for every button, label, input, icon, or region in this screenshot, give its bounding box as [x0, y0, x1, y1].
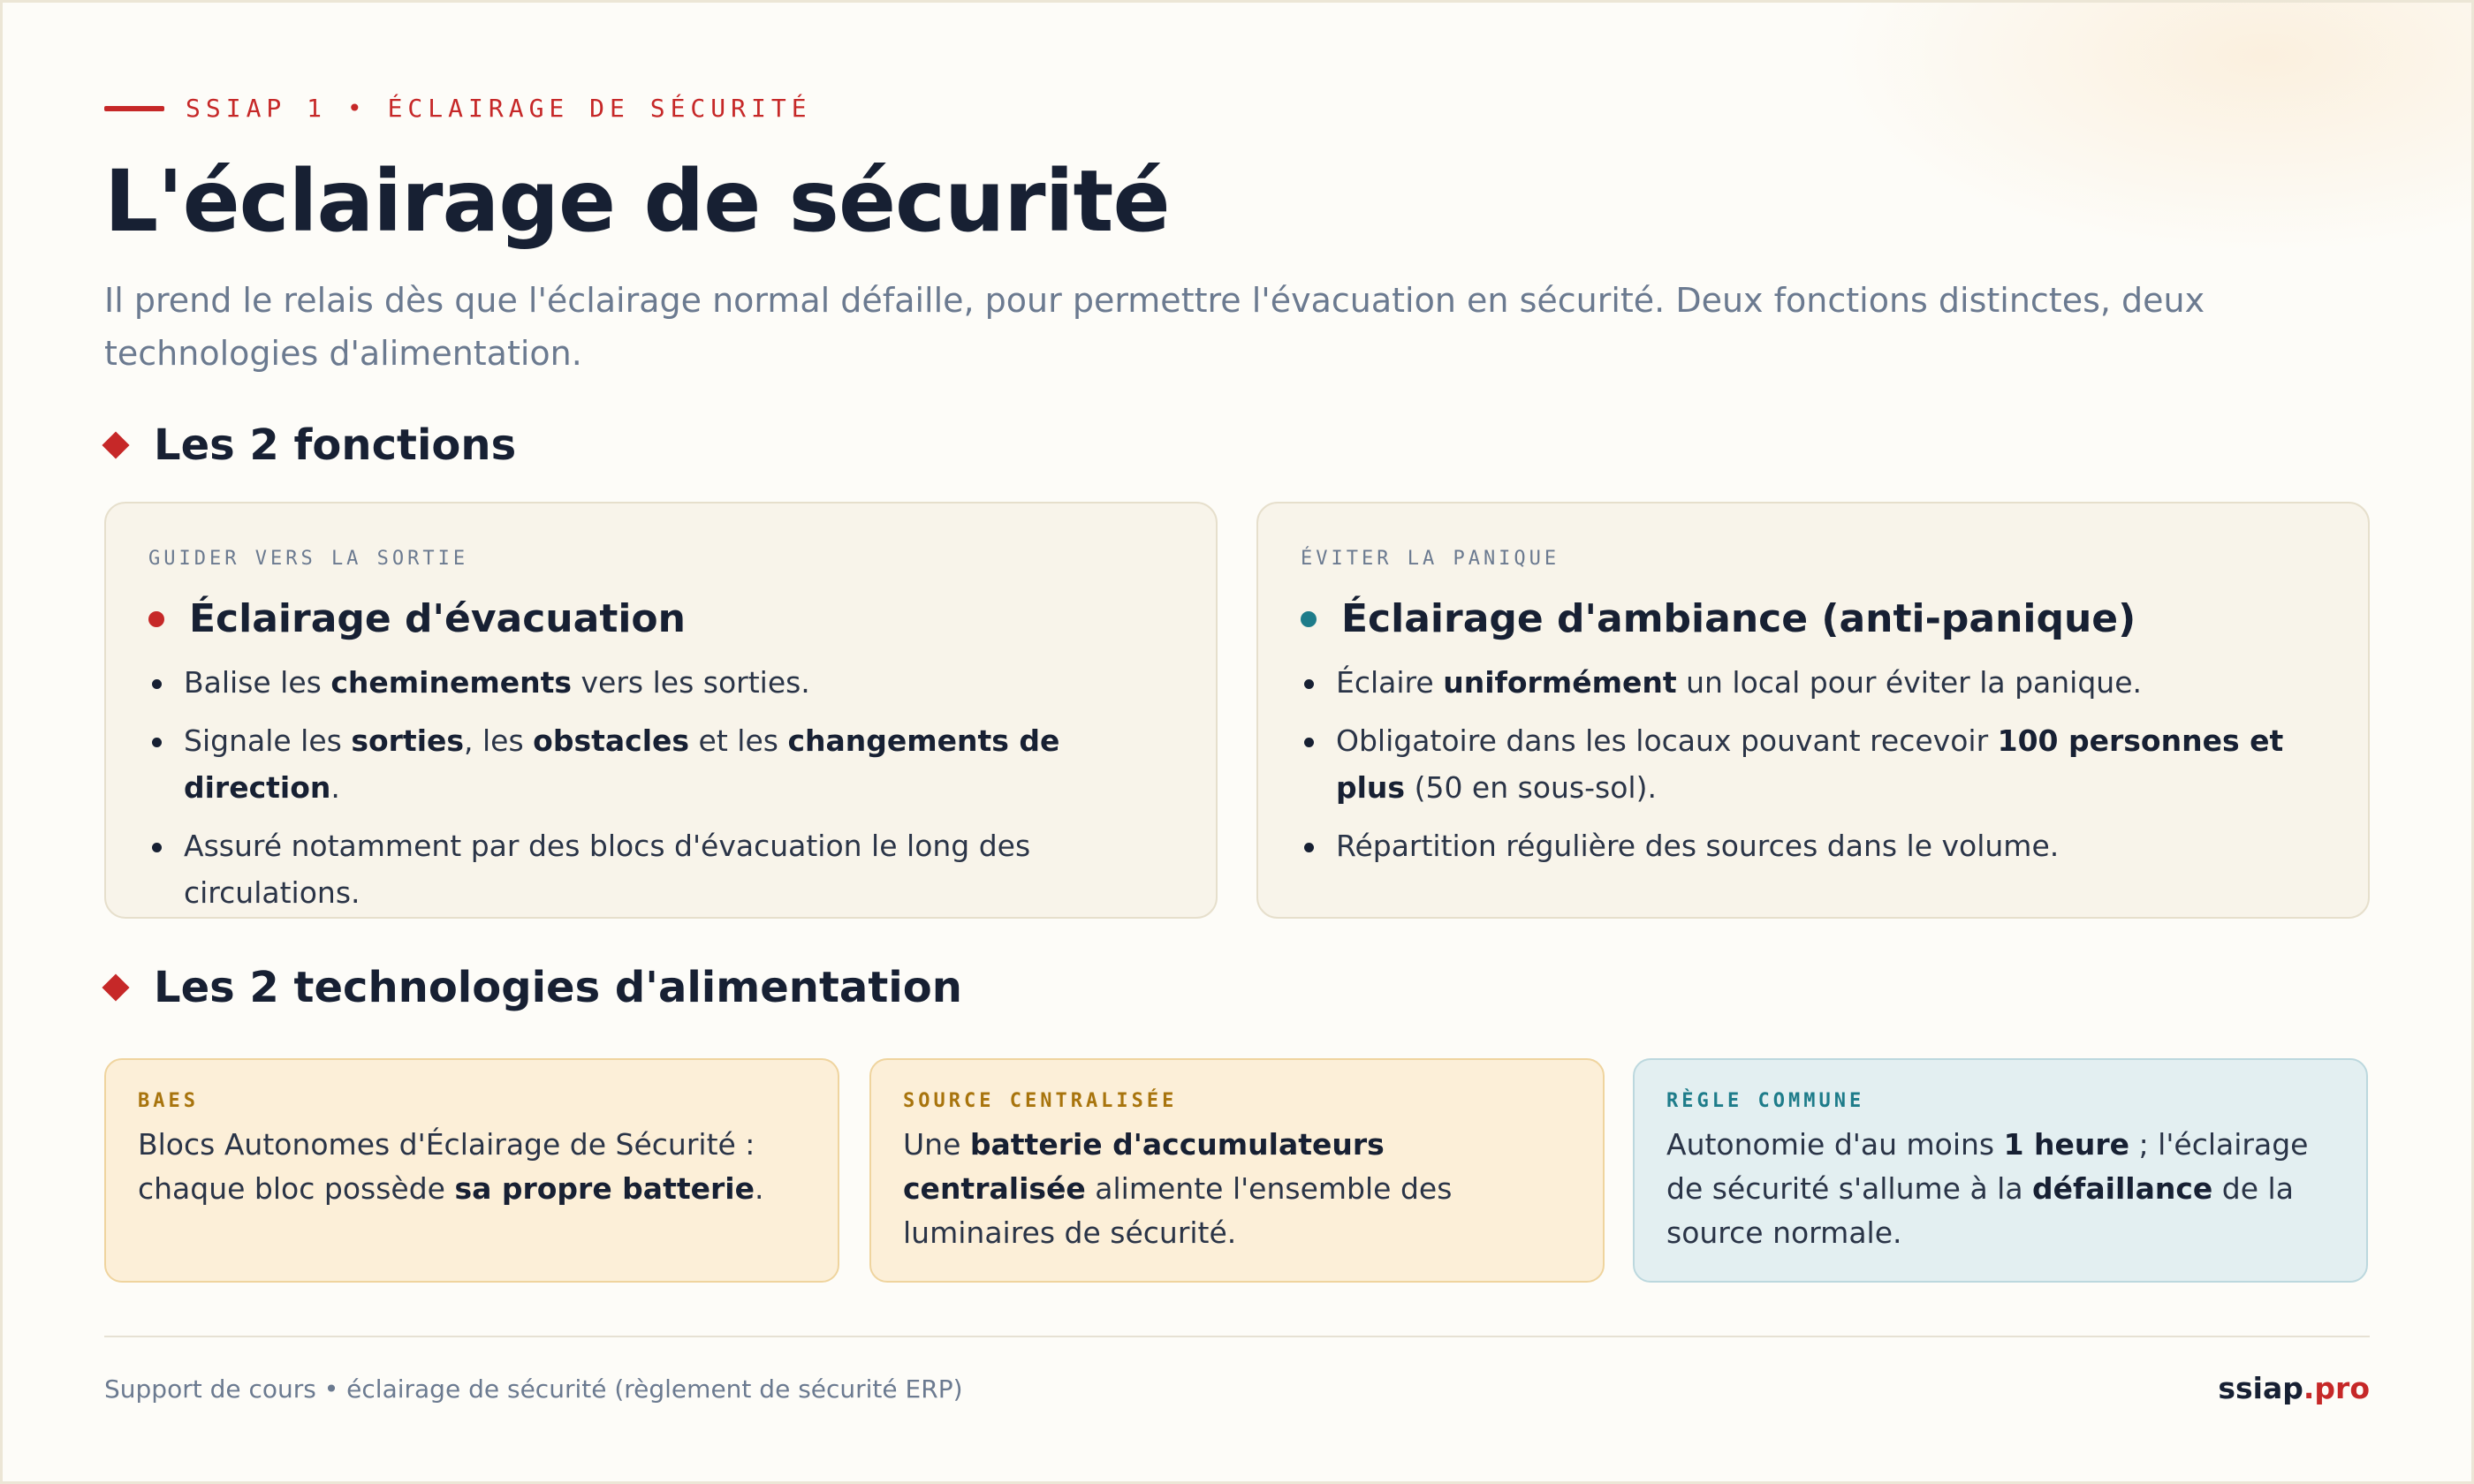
tech-card-centralized-source [869, 1058, 1605, 1283]
kicker [104, 94, 812, 123]
bullet-item [1301, 717, 2327, 811]
bold-text: 1 heure [2003, 1127, 2130, 1162]
diamond-bullet-icon [102, 973, 129, 1001]
bullet-item [148, 717, 1175, 811]
brand-extension: .pro [2303, 1371, 2370, 1405]
footer-brand [2218, 1371, 2370, 1405]
card-text [138, 1123, 806, 1211]
text-run: ; l'éclairage de sécurité s'allume à la [1666, 1127, 2309, 1206]
text-run: . [330, 770, 340, 805]
card-heading-text: Éclairage d'ambiance (anti-panique) [1341, 596, 2136, 641]
teal-dot-icon [1301, 611, 1317, 627]
text-run: Autonomie d'au moins [1666, 1127, 2004, 1162]
text-run: Balise les [184, 665, 331, 700]
card-label: SOURCE CENTRALISÉE [903, 1090, 1178, 1112]
page-title: L'éclairage de sécurité [104, 152, 1170, 251]
text-run: alimente l'ensemble des luminaires de sécurité. [903, 1171, 1453, 1250]
text-run: et les [689, 723, 788, 758]
card-label: RÈGLE COMMUNE [1666, 1090, 1865, 1112]
card-heading [1301, 596, 2327, 641]
text-run: vers les sorties. [572, 665, 810, 700]
kicker-text: SSIAP 1 • ÉCLAIRAGE DE SÉCURITÉ [186, 94, 812, 123]
bold-text: uniformément [1443, 665, 1677, 700]
red-dot-icon [148, 611, 164, 627]
text-run: (50 en sous-sol). [1405, 770, 1657, 805]
card-label: BAES [138, 1090, 199, 1112]
text-run: Signale les [184, 723, 352, 758]
card-text [903, 1123, 1571, 1255]
footer-divider [104, 1336, 2370, 1337]
section-heading-technologies [104, 963, 962, 1012]
text-run: Éclaire [1336, 665, 1444, 700]
tech-card-baes [104, 1058, 839, 1283]
bold-text: changements de direction [184, 723, 1060, 805]
bullet-list [148, 659, 1175, 916]
section-heading-functions [104, 420, 516, 470]
text-run: Obligatoire dans les locaux pouvant recevoir [1336, 723, 1998, 758]
page-subtitle: Il prend le relais dès que l'éclairage normal défaille, pour permettre l'évacuation en sécurité. Deux fonctions distinctes, deux technologies d'alimentation. [104, 281, 2205, 373]
text-run: un local pour éviter la panique. [1676, 665, 2142, 700]
card-label: ÉVITER LA PANIQUE [1301, 548, 1560, 570]
tech-card-common-rule [1633, 1058, 2368, 1283]
text-run: Assuré notamment par des blocs d'évacuation le long des circulations. [184, 829, 1031, 910]
slide [104, 0, 2370, 1484]
footer-caption: Support de cours • éclairage de sécurité (règlement de sécurité ERP) [104, 1374, 963, 1404]
bold-text: obstacles [533, 723, 690, 758]
bullet-item [148, 822, 1175, 916]
function-card-ambiance [1256, 502, 2370, 919]
text-run: Blocs Autonomes d'Éclairage de Sécurité : chaque bloc possède [138, 1127, 755, 1206]
card-text [1666, 1123, 2334, 1255]
bullet-item [148, 659, 1175, 706]
bullet-item [1301, 659, 2327, 706]
text-run: Répartition régulière des sources dans le volume. [1336, 829, 2060, 863]
diamond-bullet-icon [102, 431, 129, 458]
bold-text: cheminements [330, 665, 573, 700]
card-label: GUIDER VERS LA SORTIE [148, 548, 469, 570]
bullet-list [1301, 659, 2327, 869]
text-run: . [754, 1171, 764, 1206]
section-title: Les 2 technologies d'alimentation [154, 963, 962, 1012]
brand-name: ssiap [2218, 1371, 2303, 1405]
text-run: de la source normale. [1666, 1171, 2294, 1250]
bold-text: batterie d'accumulateurs centralisée [903, 1127, 1385, 1206]
bold-text: sorties [351, 723, 465, 758]
bold-text: 100 personnes et plus [1336, 723, 2284, 805]
bullet-item [1301, 822, 2327, 869]
kicker-line [104, 106, 164, 111]
card-heading [148, 596, 1175, 641]
text-run: , les [464, 723, 534, 758]
bold-text: sa propre batterie [454, 1171, 755, 1206]
text-run: Une [903, 1127, 970, 1162]
card-heading-text: Éclairage d'évacuation [189, 596, 686, 641]
section-title: Les 2 fonctions [154, 420, 517, 470]
bold-text: défaillance [2032, 1171, 2213, 1206]
function-card-evacuation [104, 502, 1218, 919]
